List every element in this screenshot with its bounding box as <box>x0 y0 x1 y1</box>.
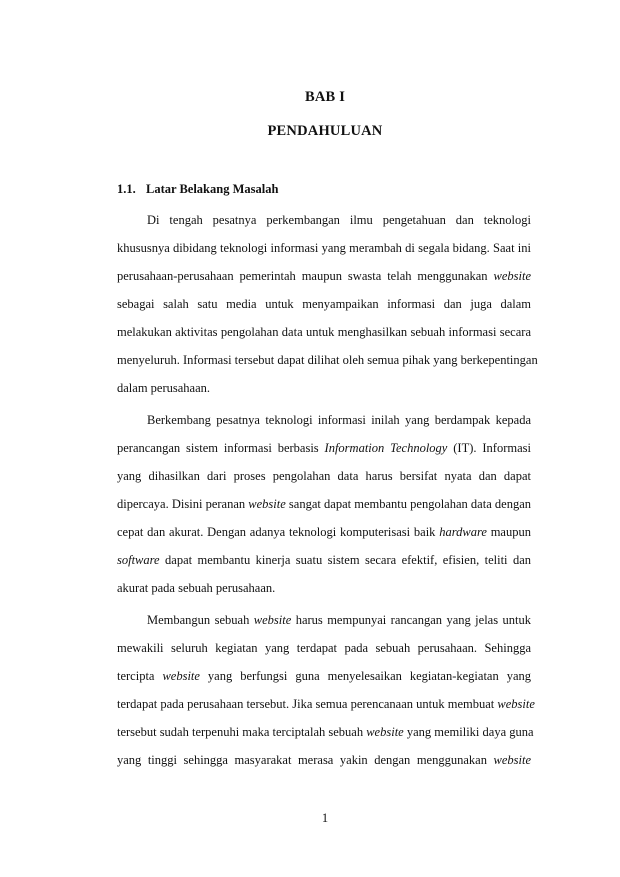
line-text: Membangun sebuah <box>147 613 254 627</box>
line-text: (IT). Informasi <box>447 441 531 455</box>
line-text: akurat pada sebuah perusahaan. <box>117 581 276 595</box>
italic-term: website <box>497 697 535 711</box>
section-title: Latar Belakang Masalah <box>146 182 279 196</box>
body-line <box>117 550 531 570</box>
body-line <box>117 238 531 258</box>
body-line <box>117 694 535 714</box>
line-text: perusahaan-perusahaan pemerintah maupun swasta telah menggunakan <box>117 269 494 283</box>
body-line <box>117 522 531 542</box>
italic-term: hardware <box>439 525 487 539</box>
italic-term: website <box>162 669 200 683</box>
line-text: tercipta <box>117 669 163 683</box>
body-line <box>147 210 531 230</box>
body-line <box>117 750 531 770</box>
line-text: khususnya dibidang teknologi informasi yang merambah di segala bidang. Saat ini <box>117 241 531 255</box>
line-text: terdapat pada perusahaan tersebut. Jika semua perencanaan untuk membuat <box>117 697 498 711</box>
body-line <box>117 466 531 486</box>
italic-term: Information Technology <box>324 441 448 455</box>
section-number: 1.1. <box>117 182 136 196</box>
line-text: Berkembang pesatnya teknologi informasi inilah yang berdampak kepada <box>147 413 531 427</box>
body-line <box>147 410 531 430</box>
line-text: maupun <box>486 525 531 539</box>
chapter-label: BAB I <box>304 89 346 105</box>
line-text: dalam perusahaan. <box>117 381 211 395</box>
line-text: tersebut sudah terpenuhi maka terciptalah sebuah <box>117 725 367 739</box>
line-text: Di tengah pesatnya perkembangan ilmu pengetahuan dan teknologi <box>147 213 531 227</box>
body-line <box>147 610 531 630</box>
body-line <box>117 722 534 742</box>
line-text: dipercaya. Disini peranan <box>117 497 249 511</box>
italic-term: software <box>117 553 160 567</box>
line-text: mewakili seluruh kegiatan yang terdapat pada sebuah perusahaan. Sehingga <box>117 641 531 655</box>
body-line <box>117 322 531 342</box>
body-line <box>117 294 531 314</box>
italic-term: website <box>248 497 286 511</box>
section-heading <box>117 182 278 197</box>
body-line <box>117 638 531 658</box>
line-text: dapat membantu kinerja suatu sistem secara efektif, efisien, teliti dan <box>159 553 531 567</box>
line-text: yang berfungsi guna menyelesaikan kegiatan-kegiatan yang <box>199 669 531 683</box>
line-text: yang tinggi sehingga masyarakat merasa yakin dengan menggunakan <box>117 753 494 767</box>
italic-term: website <box>493 753 531 767</box>
line-text: melakukan aktivitas pengolahan data untuk menghasilkan sebuah informasi secara <box>117 325 531 339</box>
italic-term: website <box>253 613 292 627</box>
line-text: cepat dan akurat. Dengan adanya teknologi komputerisasi baik <box>117 525 440 539</box>
body-line <box>117 578 531 598</box>
line-text: sangat dapat membantu pengolahan data dengan <box>285 497 531 511</box>
body-line <box>117 266 531 286</box>
page-number: 1 <box>321 811 329 825</box>
line-text: perancangan sistem informasi berbasis <box>117 441 325 455</box>
italic-term: website <box>366 725 404 739</box>
line-text: menyeluruh. Informasi tersebut dapat dilihat oleh semua pihak yang berkepentingan <box>117 353 538 367</box>
italic-term: website <box>493 269 531 283</box>
line-text: harus mempunyai rancangan yang jelas untuk <box>291 613 531 627</box>
body-line <box>117 666 531 686</box>
body-line <box>117 378 531 398</box>
line-text: yang memiliki daya guna <box>403 725 534 739</box>
body-line <box>117 350 538 370</box>
body-line <box>117 494 531 514</box>
line-text: sebagai salah satu media untuk menyampaikan informasi dan juga dalam <box>117 297 531 311</box>
chapter-title: PENDAHULUAN <box>267 123 383 139</box>
line-text: yang dihasilkan dari proses pengolahan data harus bersifat nyata dan dapat <box>117 469 531 483</box>
body-line <box>117 438 531 458</box>
